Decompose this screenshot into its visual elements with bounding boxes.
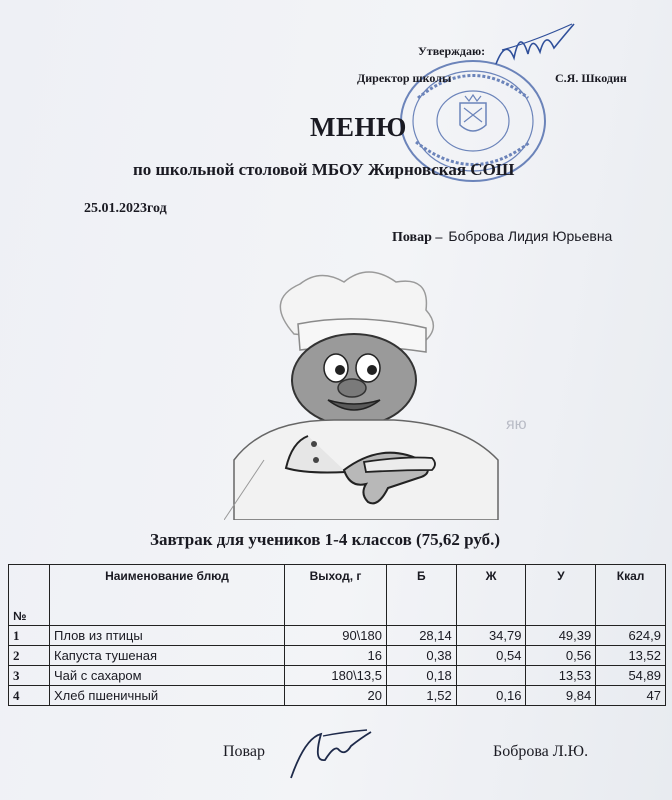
approval-title: Утверждаю: <box>418 44 486 58</box>
row-num: 4 <box>9 686 50 706</box>
row-num: 2 <box>9 646 50 666</box>
bleed-through-text: яю <box>506 416 527 433</box>
table-row <box>9 626 666 646</box>
cook-name: Боброва Лидия Юрьевна <box>448 228 613 244</box>
page-subtitle: по школьной столовой МБОУ Жирновская СОШ <box>133 160 515 179</box>
row-num: 1 <box>9 626 50 646</box>
dish-output: 16 <box>285 646 387 666</box>
dish-zh <box>456 666 526 686</box>
column-header-kcal: Ккал <box>596 565 666 626</box>
dish-output: 90\180 <box>285 626 387 646</box>
footer-cook-label: Повар <box>223 743 265 760</box>
dish-zh: 0,54 <box>456 646 526 666</box>
dish-u: 13,53 <box>526 666 596 686</box>
cook-signature <box>283 722 375 784</box>
column-header-num: № <box>9 565 50 626</box>
table-row <box>9 646 666 666</box>
column-header-name: Наименование блюд <box>50 565 285 626</box>
dish-u: 0,56 <box>526 646 596 666</box>
director-name: С.Я. Шкодин <box>555 71 627 85</box>
dish-name: Плов из птицы <box>50 626 285 646</box>
dish-kcal: 624,9 <box>596 626 666 646</box>
page-title: МЕНЮ <box>310 112 407 142</box>
dish-zh: 0,16 <box>456 686 526 706</box>
dish-b: 1,52 <box>386 686 456 706</box>
dish-b: 28,14 <box>386 626 456 646</box>
dish-b: 0,18 <box>386 666 456 686</box>
dish-b: 0,38 <box>386 646 456 666</box>
menu-date: 25.01.2023год <box>84 201 167 216</box>
table-row <box>9 666 666 686</box>
dish-kcal: 13,52 <box>596 646 666 666</box>
meal-title: Завтрак для учеников 1-4 классов (75,62 руб.) <box>150 530 501 549</box>
table-row <box>9 686 666 706</box>
dish-u: 9,84 <box>526 686 596 706</box>
cook-line <box>392 228 612 246</box>
director-signature <box>492 20 578 76</box>
footer-cook-name: Боброва Л.Ю. <box>493 743 589 760</box>
row-num: 3 <box>9 666 50 686</box>
dish-u: 49,39 <box>526 626 596 646</box>
dish-name: Хлеб пшеничный <box>50 686 285 706</box>
column-header-b: Б <box>386 565 456 626</box>
table-header-row <box>9 565 666 626</box>
chef-illustration <box>224 270 524 520</box>
dish-output: 180\13,5 <box>285 666 387 686</box>
dish-kcal: 47 <box>596 686 666 706</box>
column-header-output: Выход, г <box>285 565 387 626</box>
dish-zh: 34,79 <box>456 626 526 646</box>
cook-label: Повар – <box>392 230 443 245</box>
menu-table <box>8 564 666 706</box>
director-label: Директор школы <box>357 71 452 85</box>
dish-name: Чай с сахаром <box>50 666 285 686</box>
dish-name: Капуста тушеная <box>50 646 285 666</box>
dish-output: 20 <box>285 686 387 706</box>
column-header-u: У <box>526 565 596 626</box>
dish-kcal: 54,89 <box>596 666 666 686</box>
column-header-zh: Ж <box>456 565 526 626</box>
